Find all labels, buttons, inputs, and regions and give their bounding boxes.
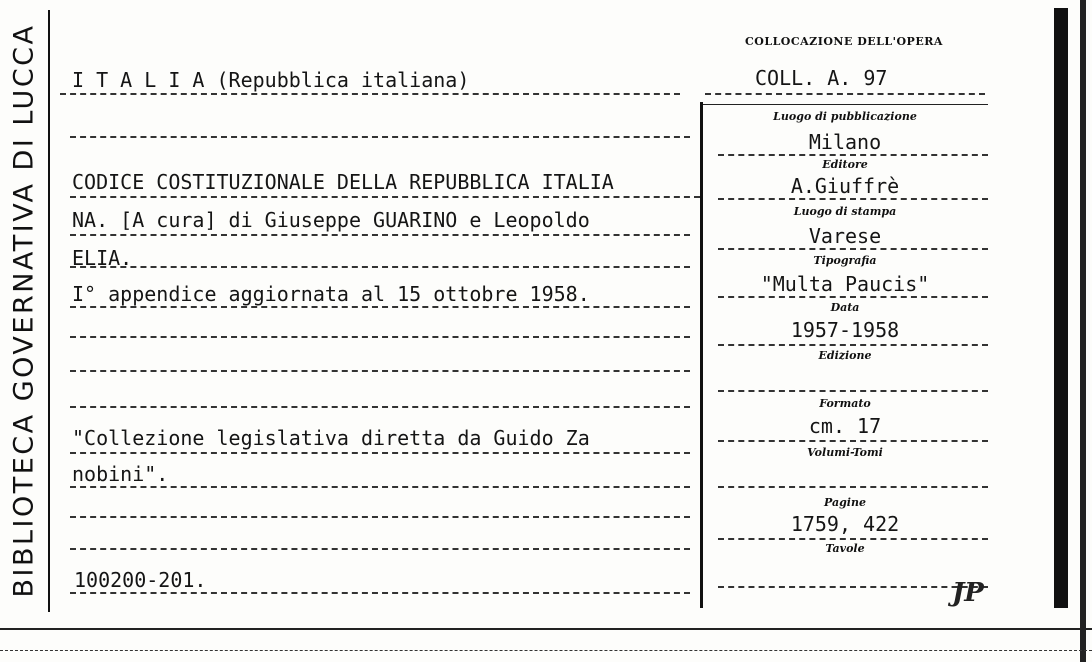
title-line-4: I° appendice aggiornata al 15 ottobre 1958. xyxy=(72,282,590,306)
rule-13 xyxy=(70,548,690,550)
luogo-stampa-value: Varese xyxy=(808,224,882,248)
r-rule-1 xyxy=(718,154,988,156)
rule-2 xyxy=(70,136,690,138)
r-rule-9 xyxy=(718,538,988,540)
r-rule-2 xyxy=(718,198,988,200)
rule-6 xyxy=(70,306,690,308)
tipografia-label: Tipografia xyxy=(813,254,877,267)
rule-11 xyxy=(70,486,690,488)
r-rule-5 xyxy=(718,344,988,346)
left-margin-rule xyxy=(48,10,50,612)
right-edge-bar xyxy=(1054,8,1068,608)
r-rule-4 xyxy=(718,296,988,298)
formato-value: cm. 17 xyxy=(808,414,882,438)
rule-4 xyxy=(70,234,690,236)
volumi-label: Volumi-Tomi xyxy=(807,446,883,459)
rule-7 xyxy=(70,336,690,338)
data-label: Data xyxy=(830,301,860,314)
data-value: 1957-1958 xyxy=(790,318,900,342)
luogo-pubblicazione-value: Milano xyxy=(808,130,882,154)
pagine-value: 1759, 422 xyxy=(790,512,900,536)
library-name-sidebar xyxy=(4,10,44,610)
rule-3 xyxy=(70,196,700,198)
editore-label: Editore xyxy=(822,158,868,171)
collocazione-value: COLL. A. 97 xyxy=(755,66,888,90)
right-top-rule xyxy=(703,104,988,105)
r-rule-10 xyxy=(718,586,988,588)
rule-10 xyxy=(70,452,690,454)
tipografia-value: "Multa Paucis" xyxy=(760,272,930,296)
luogo-stampa-label: Luogo di stampa xyxy=(793,205,897,218)
rule-8 xyxy=(70,370,690,372)
title-line-2: NA. [A cura] di Giuseppe GUARINO e Leopoldo xyxy=(72,208,590,232)
right-edge-bar-outer xyxy=(1080,0,1086,662)
rule-14 xyxy=(70,592,690,594)
r-rule-8 xyxy=(718,486,988,488)
collocazione-header: COLLOCAZIONE DELL'OPERA xyxy=(745,35,943,48)
formato-label: Formato xyxy=(819,397,871,410)
luogo-pubblicazione-label: Luogo di pubblicazione xyxy=(773,110,917,123)
edizione-label: Edizione xyxy=(818,349,872,362)
author-heading: I T A L I A (Repubblica italiana) xyxy=(72,68,470,92)
series-line-1: "Collezione legislativa diretta da Guido Za xyxy=(72,426,590,450)
title-line-3: ELIA. xyxy=(72,246,133,270)
pagine-label: Pagine xyxy=(824,496,866,509)
rule-9 xyxy=(70,406,690,408)
collocazione-rule xyxy=(705,93,985,95)
cataloguer-initials: JP xyxy=(952,578,984,608)
right-column-rule xyxy=(700,102,703,608)
r-rule-6 xyxy=(718,390,988,392)
inventory-number: 100200-201. xyxy=(74,568,207,592)
author-rule xyxy=(60,93,680,95)
editore-value: A.Giuffrè xyxy=(790,174,900,198)
title-line-1: CODICE COSTITUZIONALE DELLA REPUBBLICA ITALIA xyxy=(72,170,614,194)
r-rule-3 xyxy=(718,248,988,250)
library-name: BIBLIOTECA GOVERNATIVA DI LUCCA xyxy=(8,22,40,598)
r-rule-7 xyxy=(718,440,988,442)
bottom-rule xyxy=(0,628,1092,630)
tavole-label: Tavole xyxy=(825,542,865,555)
bottom-rule-lower xyxy=(0,650,1092,651)
rule-5 xyxy=(70,266,690,268)
series-line-2: nobini". xyxy=(72,462,169,486)
rule-12 xyxy=(70,516,690,518)
